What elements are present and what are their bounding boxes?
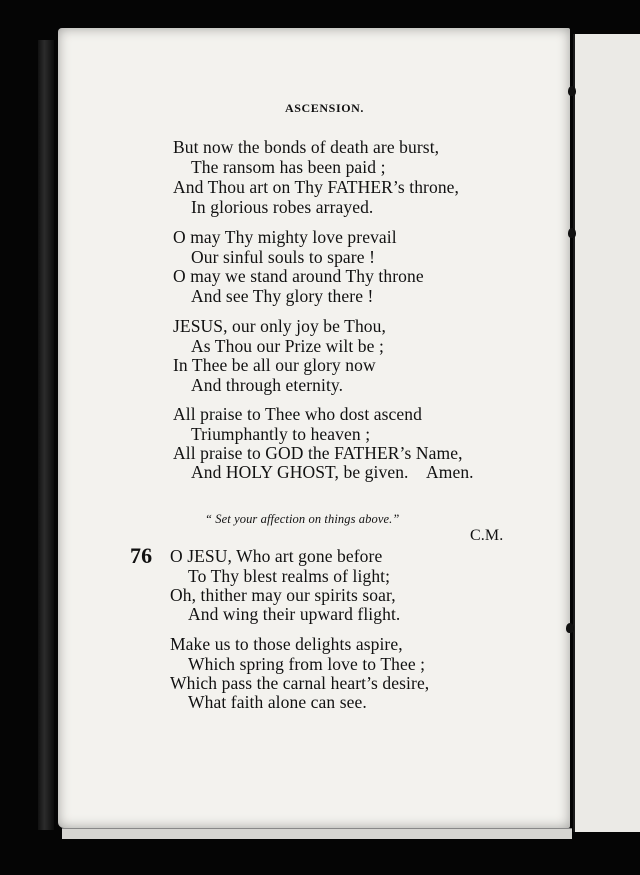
verse-line: [173, 177, 459, 198]
verse-line: The ransom has been paid ;: [191, 157, 386, 177]
verse-line: O may Thy mighty love prevail: [173, 227, 397, 247]
verse-line: To Thy blest realms of light;: [188, 566, 391, 586]
verse-line: Our sinful souls to spare !: [191, 247, 375, 267]
verse-line: What faith alone can see.: [188, 692, 367, 712]
facing-page-edge: [573, 34, 640, 832]
page-bottom-edge: [62, 828, 572, 839]
verse-line: All praise to GOD the FATHER’s Name,: [173, 443, 463, 463]
hymn-meter: C.M.: [470, 527, 504, 544]
verse-line: Which spring from love to Thee ;: [188, 654, 426, 674]
verse-line: Triumphantly to heaven ;: [191, 424, 371, 444]
verse-line: And through eternity.: [191, 375, 344, 395]
verse-line: Oh, thither may our spirits soar,: [170, 585, 396, 605]
verse-line: And HOLY GHOST, be given.: [191, 462, 409, 482]
verse-line: O may we stand around Thy throne: [173, 266, 424, 286]
verse-line: Make us to those delights aspire,: [170, 634, 403, 654]
verse-line: Which pass the carnal heart’s desire,: [170, 673, 430, 693]
verse-line: And wing their upward flight.: [188, 604, 401, 624]
verse-line: All praise to Thee who dost ascend: [173, 404, 422, 424]
verse-line-text: And Thou art on Thy FATHER’s throne,: [173, 177, 460, 197]
verse-line: In glorious robes arrayed.: [191, 197, 374, 217]
verse-line: JESUS, our only joy be Thou,: [173, 316, 386, 336]
verse-line: O JESU, Who art gone before: [170, 546, 383, 566]
verse-line: But now the bonds of death are burst,: [173, 137, 440, 157]
binding-mark: [568, 86, 576, 96]
hymn-number: 76: [130, 543, 153, 568]
amen: Amen.: [426, 462, 474, 482]
running-header: ASCENSION.: [285, 101, 365, 115]
hymn-epigraph: “ Set your affection on things above.”: [205, 512, 400, 526]
verse-line: In Thee be all our glory now: [173, 355, 376, 375]
binding-mark: [568, 228, 576, 238]
verse-line: And see Thy glory there !: [191, 286, 374, 306]
book-spine: [38, 40, 54, 830]
binding-mark: [566, 623, 574, 633]
verse-line: As Thou our Prize wilt be ;: [191, 336, 384, 356]
